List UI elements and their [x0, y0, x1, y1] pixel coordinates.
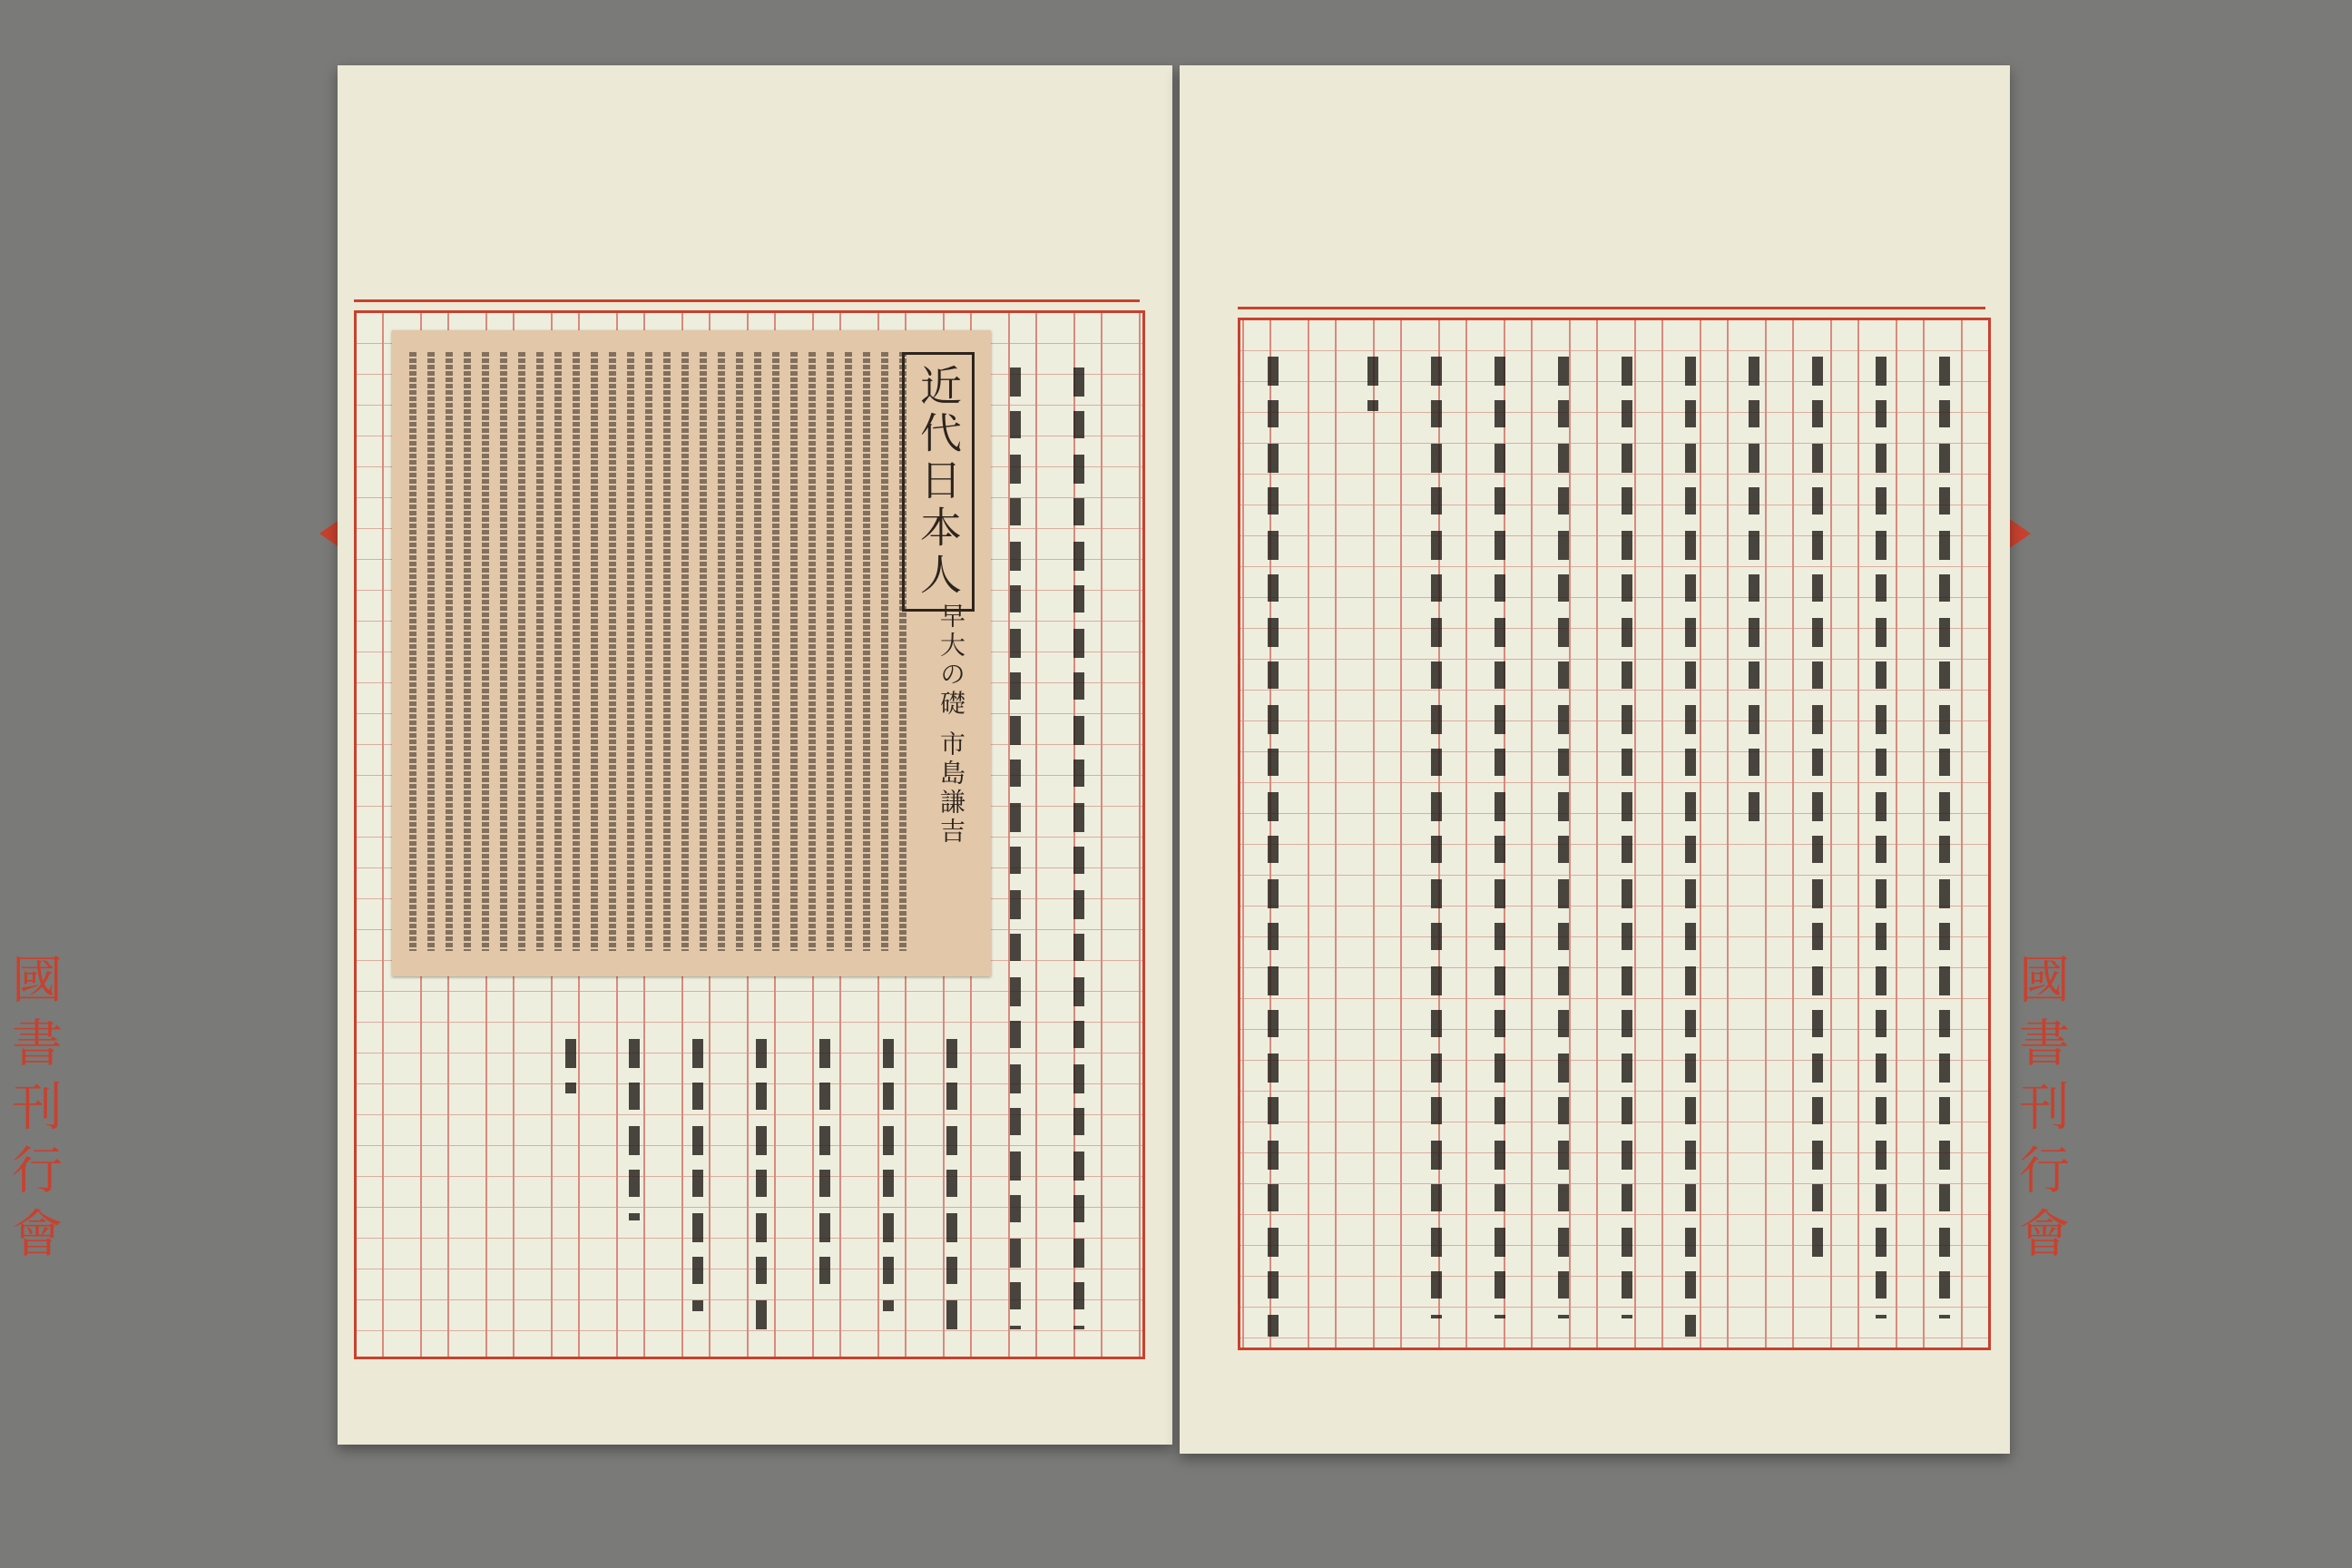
handwriting-column [1876, 357, 1886, 1318]
newspaper-clipping [392, 330, 991, 976]
handwriting-column [756, 1039, 767, 1329]
handwriting-column [1812, 357, 1823, 1264]
handwriting-column [629, 1039, 640, 1220]
handwriting-column [1685, 357, 1696, 1337]
right-top-rule [1238, 307, 1985, 309]
handwriting-column [1268, 357, 1279, 1337]
right-margin-marker [2007, 517, 2031, 550]
handwriting-column [565, 1039, 576, 1093]
handwriting-column [1622, 357, 1632, 1318]
handwriting-column [692, 1039, 703, 1311]
handwriting-column [1558, 357, 1569, 1318]
handwriting-column [1939, 357, 1950, 1318]
clipping-body-text [405, 352, 913, 951]
handwriting-column [1367, 357, 1378, 411]
handwriting-column [1494, 357, 1505, 1318]
clipping-headline: 近代日本人 [902, 352, 975, 612]
right-margin-label: 國書刊行會 [2011, 953, 2070, 1270]
handwriting-column [819, 1039, 830, 1293]
handwriting-column [1749, 357, 1759, 828]
handwriting-column [883, 1039, 894, 1311]
handwriting-column [946, 1039, 957, 1329]
handwriting-column [1073, 368, 1084, 1329]
left-margin-label: 國書刊行會 [4, 953, 63, 1270]
right-page [1180, 65, 2010, 1454]
left-top-rule [354, 299, 1140, 302]
handwriting-column [1010, 368, 1021, 1329]
clipping-byline: 早大の礎 市島謙吉 [936, 603, 966, 847]
right-manuscript-grid [1238, 318, 1991, 1350]
handwriting-column [1431, 357, 1442, 1318]
